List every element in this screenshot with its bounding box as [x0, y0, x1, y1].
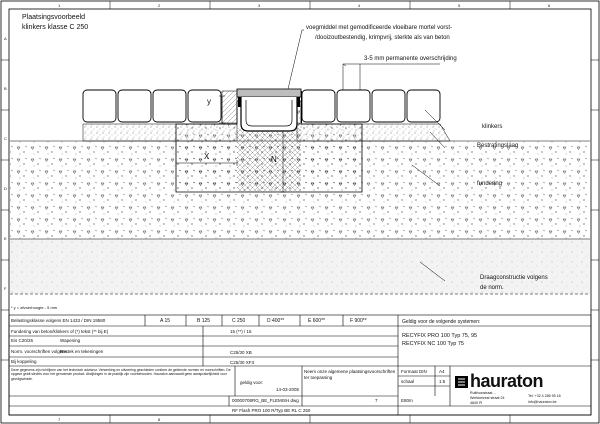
page-number: 7 [375, 398, 378, 403]
border-number-4: 4 [358, 3, 361, 8]
load-class-f900: F 900** [350, 318, 367, 324]
drawing-title-line2: klinkers klasse C 250 [22, 24, 89, 31]
border-letter-e: E [4, 236, 7, 241]
joint-note-line1: voegmiddel met gemodificeerde vloeibare mortel vorst- [306, 25, 453, 31]
file-name: RF Flash PRO 100 R/Typ BE RL C 250 [232, 408, 311, 413]
load-class-d400: D 400** [267, 318, 285, 324]
row-concrete2: Norm. voorschriften volgens [11, 349, 68, 354]
email: info@hauraton.be [528, 400, 557, 404]
phone: Tel: +32 4 286 95 18 [528, 394, 561, 398]
label-subgrade-line1: Draagconstructie volgens [480, 275, 548, 281]
drainage-channel [237, 89, 301, 131]
pavers-right [302, 90, 440, 122]
load-class-a15: A 15 [160, 318, 171, 324]
footnote: * y = afvoerhoogte - 5 mm [11, 305, 58, 310]
drawing-number: 00000708RG_BE_FLEMISH.dwg [232, 398, 299, 403]
hauraton-logo-mark [455, 376, 468, 388]
joint-note-line2: /dooizoutbestendig, krimpvrij, sterkte als van beton [315, 35, 450, 41]
scale-value: 1:5 [439, 379, 446, 384]
border-number-5: 5 [458, 3, 461, 8]
dim-y-label: y [207, 97, 211, 106]
border-number-1: 1 [58, 3, 61, 8]
label-subgrade-line2: de norm. [480, 285, 504, 291]
load-class-b125: B 125 [197, 318, 211, 324]
label-pavers: klinkers [482, 124, 503, 130]
format-label: Formaat DIN [401, 369, 427, 374]
border-letter-f: F [4, 286, 7, 291]
row-concrete1b: Wapening [60, 338, 81, 343]
border-letter-c: C [4, 136, 7, 141]
pavers-left [83, 90, 221, 122]
row-foundation: Fundering van beton/klinkers of (*) tekst (** bij E) [11, 329, 109, 334]
load-class-c250: C 250 [232, 318, 246, 324]
scale-label: schaal [401, 379, 415, 384]
border-letter-d: D [4, 186, 7, 191]
offset-note: 3-5 mm permanente overschrijding [364, 56, 457, 62]
border-number-8: 8 [158, 417, 161, 422]
concrete-value-2: C25/30 XF3 [230, 360, 255, 365]
load-class-header: Belastingsklasse volgens EN 1433 / DIN 19580 [11, 318, 106, 323]
border-number-3: 3 [258, 3, 261, 8]
border-letter-a: A [4, 36, 7, 41]
address-line1: Ruitfoonstraat ... [470, 391, 497, 395]
disclaimer: Deze gegevens zijn richtlijnen van het technisch adviseur. Verwerking en uitvoering geschieden conform de geldende normen en voorschriften. De opgave geldt slechts voor het genoemde product. Afwijkingen in de praktijk zijn voorbehouden. Hauraton aanvaardt geen aansprakelijkheid voor gevolgschade. [11, 368, 231, 381]
drawing-title-line1: Plaatsingsvoorbeeld [22, 14, 86, 21]
label-bedding: Bestratingslaag [477, 143, 519, 149]
valid-systems-header: Geldig voor de volgende systemen: [402, 319, 481, 325]
system-1: RECYFIX PRO 100 Typ 75, 95 [402, 333, 478, 339]
row-foundation-value: 15 (**) / 15 [230, 329, 252, 334]
format-value: A4 [439, 369, 445, 374]
border-number-2: 2 [158, 3, 161, 8]
row-concrete2b: Bestek en tekeningen [60, 349, 104, 354]
concrete-value-1: C25/30 XB [230, 350, 252, 355]
dim-n-label: N [271, 155, 277, 164]
unit-code: E80m [401, 398, 413, 403]
address-line2: Werkkeivest straat 24 [470, 396, 505, 400]
row-concrete3: Bij koppeling [11, 359, 37, 364]
label-foundation: fundering [477, 181, 503, 187]
valid-since-label: geldig voor: [240, 380, 264, 385]
load-class-e600: E 600** [308, 318, 325, 324]
address-line3: 4840 Pl [470, 401, 483, 405]
border-number-6: 6 [548, 3, 551, 8]
border-number-7: 7 [58, 417, 61, 422]
row-concrete1: Eis C20/25 [11, 338, 34, 343]
installation-advice: Neem onze algemene plaatsingsvoorschriften ter toepassing [304, 369, 396, 380]
company-logo-text: hauraton [470, 371, 544, 391]
valid-date: 14-03-2005 [276, 387, 300, 392]
system-2: RECYFIX NC 100 Typ 75 [402, 341, 464, 347]
dim-x-label: X [204, 152, 210, 161]
border-letter-b: B [4, 86, 7, 91]
